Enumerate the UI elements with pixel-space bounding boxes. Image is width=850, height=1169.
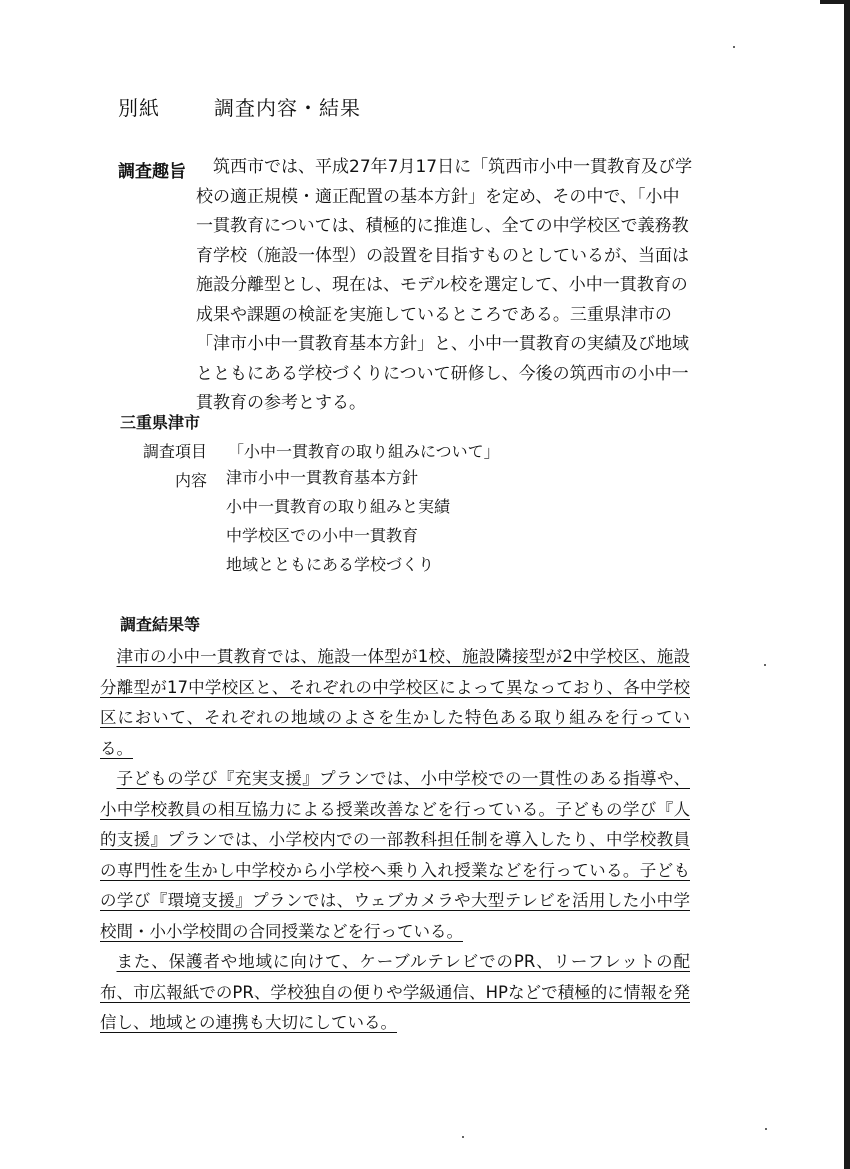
list-item: 津市小中一貫教育基本方針 (226, 468, 419, 487)
results-paragraph: 子どもの学び『充実支援』プランでは、小中学校での一貫性のある指導や、小中学校教員の相互協力による授業改善などを行っている。子どもの学び『人的支援』プランでは、小学校内での一部教科担任制を導入したり、中学校教員の専門性を生かし中学校から小学校へ乗り入れ授業などを行っている。子どもの学び『環境支援』プランでは、ウェブカメラや大型テレビを活用した小中学校間・小小学校間の合同授業などを行っている。 (100, 769, 690, 941)
survey-item-label: 調査項目 (143, 442, 208, 461)
scan-speck (764, 664, 766, 666)
scan-speck (733, 46, 735, 48)
scan-edge (844, 0, 850, 1169)
scan-corner (820, 0, 850, 4)
list-item: 小中一貫教育の取り組みと実績 (226, 497, 451, 516)
document-title: 調査内容・結果 (214, 96, 361, 120)
survey-item-value: 「小中一貫教育の取り組みについて」 (228, 442, 500, 461)
list-item: 中学校区での小中一貫教育 (226, 526, 419, 545)
survey-place: 三重県津市 (120, 413, 201, 432)
scan-speck (462, 1136, 464, 1138)
results-label: 調査結果等 (120, 615, 201, 634)
purpose-label: 調査趣旨 (118, 162, 186, 182)
list-item: 地域とともにある学校づくり (226, 555, 435, 574)
purpose-text: 筑西市では、平成27年7月17日に「筑西市小中一貫教育及び学校の適正規模・適正配置の基本方針」を定め、その中で、「小中一貫教育については、積極的に推進し、全ての中学校区で義務教育学校（施設一体型）の設置を目指すものとしているが、当面は施設分離型とし、現在は、モデル校を選定して、小中一貫教育の成果や課題の検証を実施しているところである。三重県津市の「津市小中一貫教育基本方針」と、小中一貫教育の実績及び地域とともにある学校づくりについて研修し、今後の筑西市の小中一貫教育の参考とする。 (196, 157, 693, 413)
results-body (100, 642, 690, 1039)
results-paragraph: また、保護者や地域に向けて、ケーブルテレビでのPR、リーフレットの配布、市広報紙でのPR、学校独自の便りや学級通信、HPなどで積極的に情報を発信し、地域との連携も大切にしている。 (100, 952, 690, 1032)
results-paragraph: 津市の小中一貫教育では、施設一体型が1校、施設隣接型が2中学校区、施設分離型が17中学校区と、それぞれの中学校区によって異なっており、各中学校区において、それぞれの地域のよさを生かした特色ある取り組みを行っている。 (100, 647, 690, 758)
survey-content-list (226, 468, 450, 584)
survey-content-label: 内容 (175, 471, 208, 490)
sheet-label: 別紙 (118, 96, 160, 120)
scan-speck (765, 1128, 767, 1130)
